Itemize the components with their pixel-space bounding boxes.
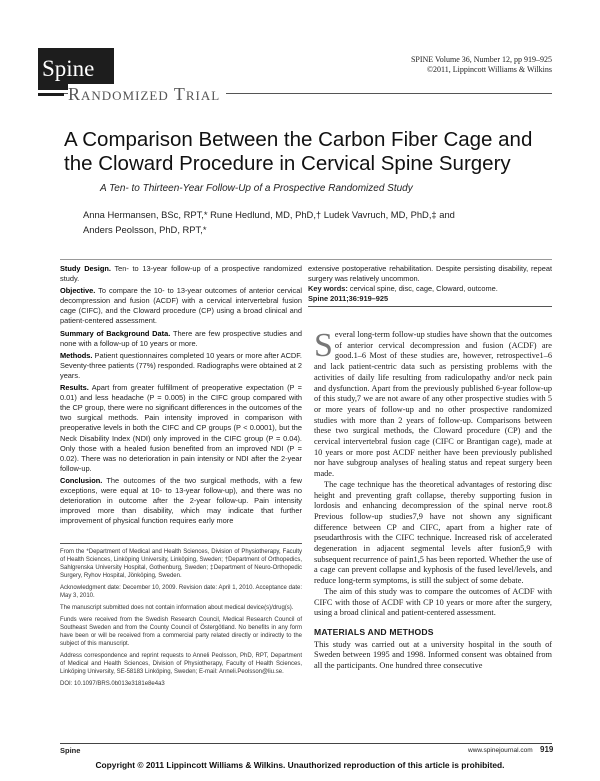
article-subtitle: A Ten- to Thirteen-Year Follow-Up of a Prospective Randomized Study bbox=[100, 183, 413, 194]
abstract-results-text: Apart from greater fulfillment of preoperative expectation (P = 0.01) and less headache (P = 0.005) in the CIFC group compared with the CP group, there were no significant differences in the outcomes of the two surgical methods. Pain intensity improved in comparison with preoperative levels in both the CIFC and CP groups (P < 0.0001), but the Neck Disability Index (NDI) only improved in the CIFC group (P = 0.04). Only those with a healed fusion benefited from an improved NDI (P = 0.02). There was no deterioration in pain intensity or NDI after the 2-year follow-up. bbox=[60, 383, 302, 473]
keywords-text: cervical spine, disc, cage, Cloward, outcome. bbox=[349, 284, 498, 294]
abstract-methods-text: Patient questionnaires completed 10 years or more after ACDF. Seventy-three patients (77%) responded. Radiographs were obtained at 2 years. bbox=[60, 350, 302, 380]
abstract-continued bbox=[308, 264, 552, 304]
abstract-design bbox=[60, 264, 302, 284]
authors-line2: Anders Peolsson, PhD, RPT,* bbox=[83, 224, 207, 235]
abstract bbox=[60, 264, 302, 528]
keywords-label: Key words: bbox=[308, 284, 348, 294]
section-label: Randomized Trial bbox=[68, 84, 226, 105]
footnote-doi: DOI: 10.1097/BRS.0b013e3181e8e4a3 bbox=[60, 681, 165, 687]
page-number: 919 bbox=[540, 745, 554, 754]
footer-url[interactable]: www.spinejournal.com bbox=[468, 747, 533, 754]
methods-paragraph: This study was carried out at a university hospital in the south of Sweden between 1995 and 1998. Informed consent was obtained from all the participants. One hundred three consecutive bbox=[314, 639, 552, 671]
footnotes bbox=[60, 548, 302, 692]
body-text bbox=[314, 327, 552, 672]
abstract-continued-text: extensive postoperative rehabilitation. Despite persisting disability, repeat surgery was relatively uncommon. bbox=[308, 264, 552, 284]
abstract-conclusion-label: Conclusion. bbox=[60, 475, 103, 485]
footnote-dates: Acknowledgment date: December 10, 2009. Revision date: April 1, 2010. Acceptance date: May 3, 2010. bbox=[60, 585, 302, 599]
author-list bbox=[83, 207, 533, 237]
abstract-results-label: Results. bbox=[60, 383, 89, 393]
abstract-objective-label: Objective. bbox=[60, 286, 96, 296]
footnote-drugs: The manuscript submitted does not contain information about medical device(s)/drug(s). bbox=[60, 605, 294, 611]
article-title: A Comparison Between the Carbon Fiber Cage and the Cloward Procedure in Cervical Spine Surgery bbox=[64, 128, 533, 175]
abstract-methods bbox=[60, 351, 302, 381]
authors-line1: Anna Hermansen, BSc, RPT,* Rune Hedlund, MD, PhD,† Ludek Vavruch, MD, PhD,‡ and bbox=[83, 209, 455, 220]
abstract-objective-text: To compare the 10- to 13-year outcomes of anterior cervical decompression and fusion (ACDF) with a cervical intervertebral fusion cage (CIFC), and the Cloward procedure (CP) using a broad clinical and patient-centered assessment. bbox=[60, 286, 302, 326]
journal-logo: Spine bbox=[38, 48, 114, 90]
footnote-affiliations: From the *Department of Medical and Health Sciences, Division of Physiotherapy, Faculty of Health Sciences, Linköping University, Linköping, Sweden; †Department of Orthopedics, Sahlgrenska University Hospital, Gothenburg, Sweden; ‡Department of Neuro-Orthopedic Surgery, Ryhov Hospital, Jönköping, Sweden. bbox=[60, 549, 302, 579]
abstract-top-rule bbox=[60, 259, 552, 260]
journal-reference bbox=[411, 55, 552, 75]
abstract-results bbox=[60, 383, 302, 474]
abstract-objective bbox=[60, 286, 302, 326]
footer-journal: Spine bbox=[60, 746, 81, 755]
citation-text: Spine 2011;36:919–925 bbox=[308, 294, 389, 304]
abstract-bottom-rule bbox=[60, 543, 302, 544]
abstract-design-label: Study Design. bbox=[60, 264, 111, 273]
abstract-summary-label: Summary of Background Data. bbox=[60, 328, 171, 338]
drop-cap: S bbox=[314, 327, 333, 364]
intro-paragraph-3: The aim of this study was to compare the outcomes of ACDF with CIFC with those of ACDF with CP 10 years or more after the surgery, using a broad clinical and patient-centered assessment. bbox=[314, 586, 552, 618]
abstract-summary-text: There are few prospective studies and none with a follow-up of 10 years or more. bbox=[60, 328, 302, 348]
abstract-conclusion bbox=[60, 476, 302, 526]
abstract-conclusion-text: The outcomes of the two surgical methods, with a few exceptions, were equal at 10- to 13-year follow-up), and there was no deterioration in outcome after the 2-year follow-up. Pain intensity improved more than disability, which may indicate that further improvement of physical function requires early more bbox=[60, 475, 302, 526]
methods-heading: MATERIALS AND METHODS bbox=[314, 626, 434, 637]
footer-rule bbox=[60, 743, 552, 744]
abstract-keywords bbox=[308, 284, 552, 294]
intro-paragraph-1-text: everal long-term follow-up studies have shown that the outcomes of anterior cervical decompression and fusion (ACDF) are good.1–6 Most of these studies are, however, retrospective1–6 and lack patient-centric data such as persisting problems with the activities of daily life resulting from radiculopathy and/or neck pain and dysfunction. Apart from the previously published 6-year follow-up of this study,7 we are not aware of any other prospective studies with 5 or more years of follow-up and no other prospective randomized studies with more than 2 years of follow-up. Comparisons between these two surgical methods, the Cloward procedure (CP) and the cervical intervertebral fusion cage (CIFC or Brantigan cage), made at 10 years or more post ACDF neither have been previously published nor have subgroup analyses of healing status and repeat surgery been made. bbox=[314, 330, 552, 479]
header-rule-accent bbox=[38, 93, 64, 96]
abstract-citation bbox=[308, 294, 552, 304]
abstract-methods-label: Methods. bbox=[60, 350, 93, 360]
abstract-right-rule bbox=[308, 306, 552, 307]
footnote-correspondence: Address correspondence and reprint requests to Anneli Peolsson, PhD, RPT, Department of Medical and Health Sciences, Division of Physiotherapy, Faculty of Health Sciences, Linköping University, SE-58183 Linköping, Sweden; E-mail: Anneli.Peolsson@liu.se. bbox=[60, 653, 302, 675]
journal-ref-line1: SPINE Volume 36, Number 12, pp 919–925 bbox=[410, 55, 552, 64]
abstract-summary bbox=[60, 329, 302, 349]
abstract-design-text: Ten- to 13-year follow-up of a prospective randomized study. bbox=[60, 264, 303, 284]
intro-paragraph-1 bbox=[314, 327, 552, 480]
journal-ref-line2: ©2011, Lippincott Williams & Wilkins bbox=[426, 65, 552, 74]
copyright-notice: Copyright © 2011 Lippincott Williams & Wilkins. Unauthorized reproduction of this article is prohibited. bbox=[95, 760, 505, 770]
intro-paragraph-2: The cage technique has the theoretical advantages of restoring disc height and preventing graft collapse, thereby supporting fusion in lordosis and enhancing decompression of the spinal nerve root.8 Previous follow-up studies7,9 have not shown any significant difference between CP and CIFC, apart from a higher rate of pseudarthrosis with the CIFC technique. Increased risk of accelerated degeneration in adjacent segmental levels after fusion5,9 with subsequent recurrence of pain1,5 has been reported. Whether the use of a cage can prevent collapse and kyphosis of the fused level/levels, and reduce long-term symptoms, is still the subject of some debate. bbox=[314, 479, 552, 586]
footnote-funding: Funds were received from the Swedish Research Council, Medical Research Council of Southeast Sweden and from the County Council of Östergötland. No benefits in any form have been or will be received from a commercial party related directly or indirectly to the subject of this manuscript. bbox=[60, 617, 302, 647]
